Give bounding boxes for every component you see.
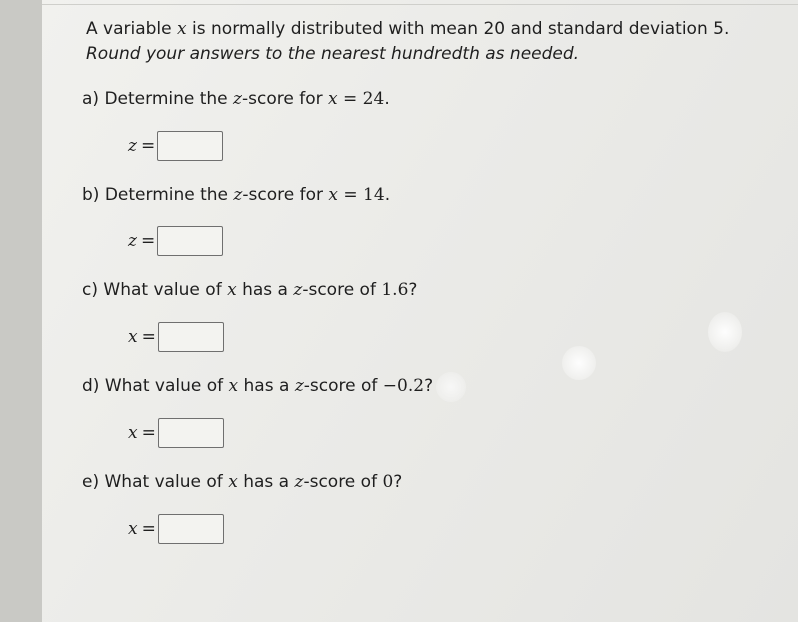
answer-row-a: z = <box>128 131 223 161</box>
question-e: e) What value of x has a z-score of 0? <box>82 472 403 492</box>
answer-input-c[interactable] <box>158 322 224 352</box>
screen-glare <box>562 346 596 380</box>
answer-row-e: x = <box>128 514 224 544</box>
question-d: d) What value of x has a z-score of −0.2? <box>82 376 434 396</box>
answer-input-e[interactable] <box>158 514 224 544</box>
screen-glare <box>708 312 742 352</box>
rounding-instruction: Round your answers to the nearest hundredth as needed. <box>86 44 580 64</box>
question-a: a) Determine the z-score for x = 24. <box>82 89 390 109</box>
answer-input-a[interactable] <box>157 131 223 161</box>
question-b: b) Determine the z-score for x = 14. <box>82 185 391 205</box>
problem-statement: A variable x is normally distributed with mean 20 and standard deviation 5. <box>86 19 730 39</box>
answer-row-d: x = <box>128 418 224 448</box>
answer-row-b: z = <box>128 226 223 256</box>
answer-input-d[interactable] <box>158 418 224 448</box>
question-c: c) What value of x has a z-score of 1.6? <box>82 280 418 300</box>
answer-input-b[interactable] <box>157 226 223 256</box>
screen-glare <box>436 372 466 402</box>
worksheet-panel <box>42 0 798 622</box>
answer-row-c: x = <box>128 322 224 352</box>
divider <box>42 4 798 5</box>
